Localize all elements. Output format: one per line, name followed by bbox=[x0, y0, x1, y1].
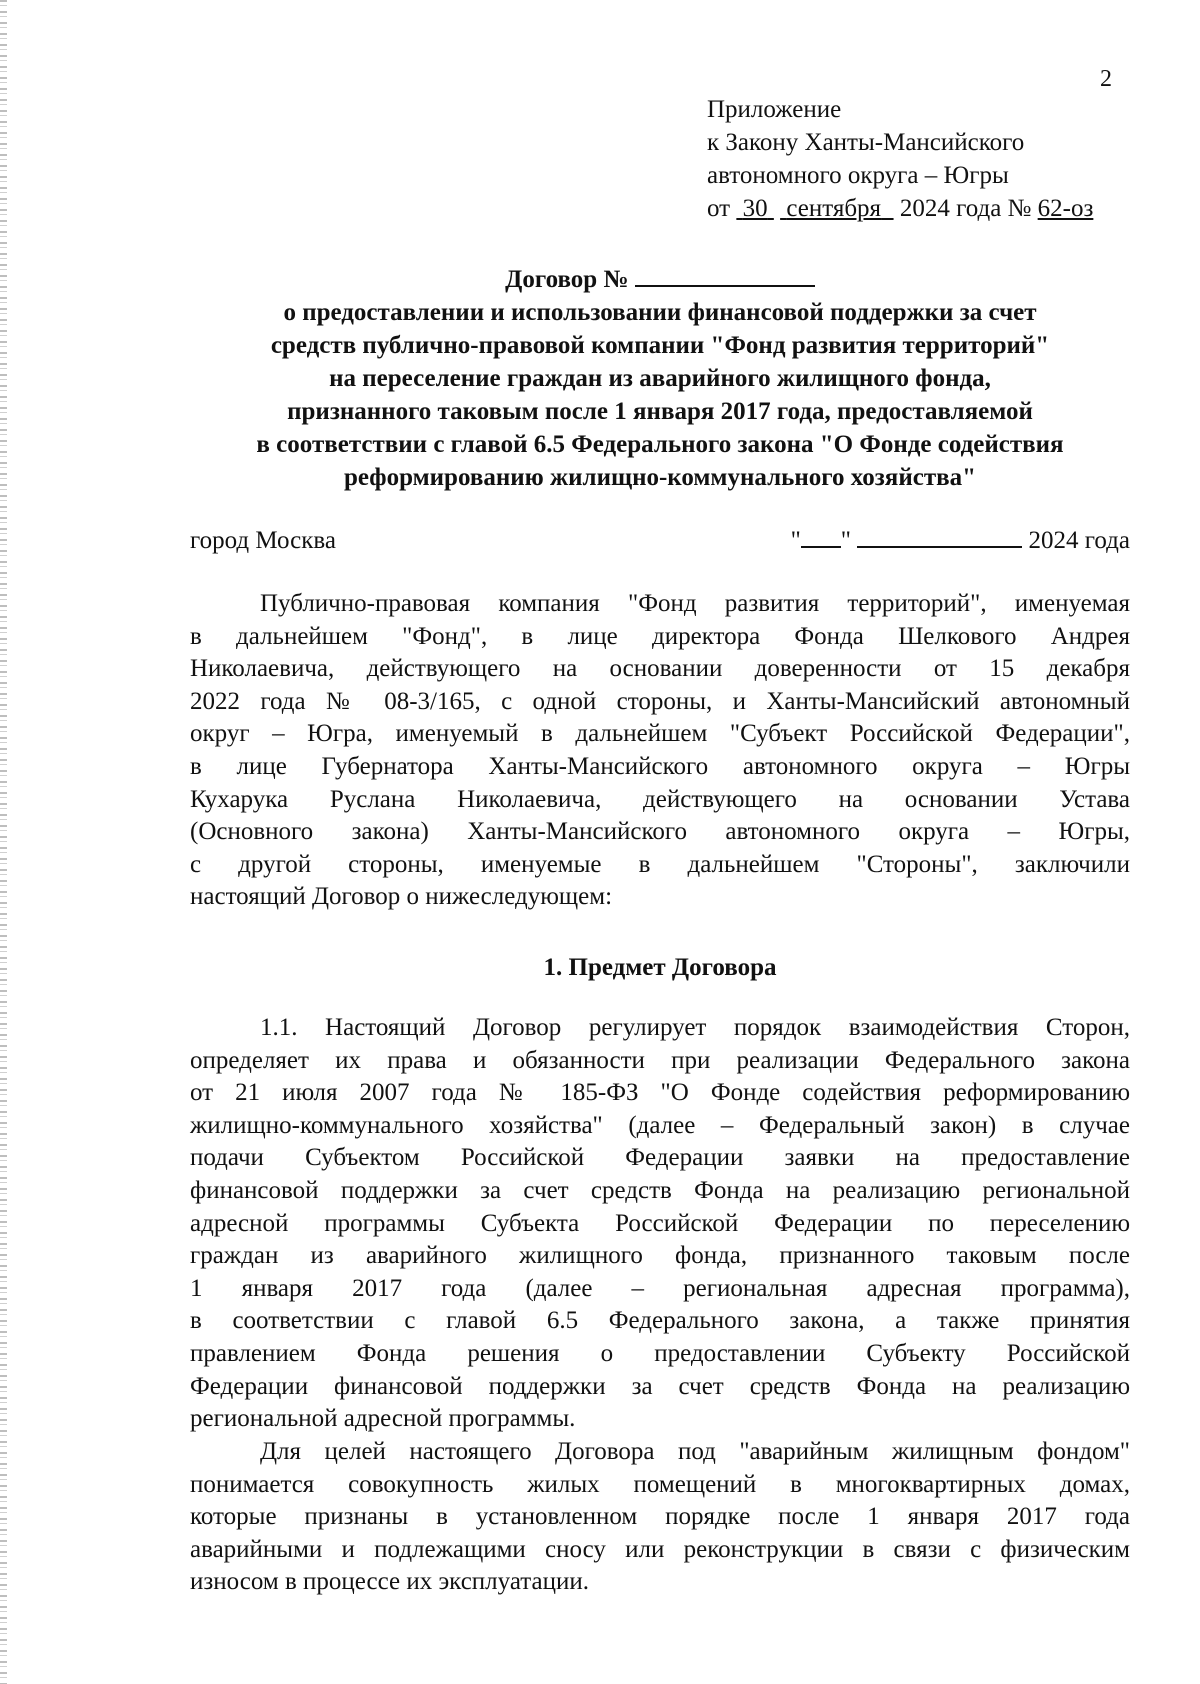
clause-line: в соответствии с главой 6.5 Федерального закона, а также принятия bbox=[190, 1307, 1130, 1335]
appendix-line: Приложение bbox=[707, 96, 842, 123]
appendix-month: сентября bbox=[786, 195, 882, 222]
preamble-line: настоящий Договор о нижеследующем: bbox=[190, 883, 613, 911]
clause-line: финансовой поддержки за счет средств Фонда на реализацию региональной bbox=[190, 1176, 1130, 1204]
quote-open: " bbox=[790, 527, 801, 554]
title-number-line bbox=[190, 263, 1130, 296]
clause-line: граждан из аварийного жилищного фонда, признанного таковым после bbox=[190, 1242, 1130, 1270]
section-heading: 1. Предмет Договора bbox=[543, 954, 777, 981]
clause-1-1-paragraph bbox=[190, 1012, 1130, 1436]
appendix-date-prefix: от bbox=[707, 195, 731, 222]
clause-line: региональной адресной программы. bbox=[190, 1405, 576, 1433]
definition-paragraph bbox=[190, 1436, 1130, 1599]
contract-title bbox=[190, 263, 1130, 494]
definition-line: аварийными и подлежащими сносу или реконструкции в связи с физическим bbox=[190, 1535, 1130, 1563]
definition-line: Для целей настоящего Договора под "аварийным жилищным фондом" bbox=[260, 1438, 1130, 1465]
title-line: в соответствии с главой 6.5 Федерального закона "О Фонде содействия bbox=[256, 431, 1064, 458]
clause-line: Федерации финансовой поддержки за счет средств Фонда на реализацию bbox=[190, 1372, 1130, 1400]
preamble-line: 2022 года № 08-3/165, с одной стороны, и Ханты-Мансийский автономный bbox=[190, 687, 1130, 715]
preamble-line: (Основного закона) Ханты-Мансийского автономного округа – Югры, bbox=[190, 818, 1130, 846]
day-blank bbox=[801, 546, 841, 548]
appendix-year: 2024 года № bbox=[899, 195, 1032, 222]
contract-number-blank bbox=[635, 285, 815, 287]
appendix-block bbox=[707, 93, 1093, 225]
appendix-day: 30 bbox=[742, 195, 768, 222]
clause-line: правлением Фонда решения о предоставлении Субъекту Российской bbox=[190, 1339, 1130, 1367]
clause-line: 1.1. Настоящий Договор регулирует порядок взаимодействия Сторон, bbox=[260, 1014, 1130, 1041]
preamble-line: с другой стороны, именуемые в дальнейшем "Стороны", заключили bbox=[190, 850, 1130, 878]
appendix-law-number: 62-оз bbox=[1037, 195, 1094, 222]
preamble-line: Публично-правовая компания "Фонд развития территорий", именуемая bbox=[260, 590, 1130, 617]
contract-year: 2024 года bbox=[1028, 527, 1130, 554]
place-date-row bbox=[190, 524, 1130, 557]
title-line: на переселение граждан из аварийного жилищного фонда, bbox=[329, 365, 991, 392]
title-line: признанного таковым после 1 января 2017 года, предоставляемой bbox=[287, 398, 1033, 425]
definition-line: которые признаны в установленном порядке после 1 января 2017 года bbox=[190, 1503, 1130, 1531]
definition-line: износом в процессе их эксплуатации. bbox=[190, 1568, 589, 1596]
preamble-line: Николаевича, действующего на основании доверенности от 15 декабря bbox=[190, 655, 1130, 683]
clause-line: определяет их права и обязанности при реализации Федерального закона bbox=[190, 1046, 1130, 1074]
quote-close: " bbox=[840, 527, 852, 554]
clause-line: подачи Субъектом Российской Федерации заявки на предоставление bbox=[190, 1144, 1130, 1172]
scan-edge-artifact bbox=[0, 0, 7, 1684]
clause-line: адресной программы Субъекта Российской Федерации по переселению bbox=[190, 1209, 1130, 1237]
title-prefix: Договор № bbox=[505, 266, 629, 293]
preamble-line: округ – Югра, именуемый в дальнейшем "Субъект Российской Федерации", bbox=[190, 720, 1130, 748]
clause-line: от 21 июля 2007 года № 185-ФЗ "О Фонде содействия реформированию bbox=[190, 1079, 1130, 1107]
contract-date bbox=[791, 524, 1130, 557]
city: город Москва bbox=[190, 527, 336, 554]
appendix-line: автономного округа – Югры bbox=[707, 162, 1009, 189]
title-line: о предоставлении и использовании финансовой поддержки за счет bbox=[283, 299, 1037, 326]
preamble-paragraph bbox=[190, 588, 1130, 914]
clause-line: жилищно-коммунального хозяйства" (далее – Федеральный закон) в случае bbox=[190, 1111, 1130, 1139]
definition-line: понимается совокупность жилых помещений в многоквартирных домах, bbox=[190, 1470, 1130, 1498]
appendix-line: к Закону Ханты-Мансийского bbox=[707, 129, 1025, 156]
preamble-line: Кухарука Руслана Николаевича, действующего на основании Устава bbox=[190, 785, 1130, 813]
clause-line: 1 января 2017 года (далее – региональная адресная программа), bbox=[190, 1274, 1130, 1302]
preamble-line: в лице Губернатора Ханты-Мансийского автономного округа – Югры bbox=[190, 752, 1130, 780]
title-line: средств публично-правовой компании "Фонд развития территорий" bbox=[270, 332, 1050, 359]
page-number: 2 bbox=[1100, 66, 1112, 92]
month-blank bbox=[857, 546, 1022, 548]
title-line: реформированию жилищно-коммунального хозяйства" bbox=[344, 464, 976, 491]
appendix-date-line bbox=[707, 192, 1093, 225]
preamble-line: в дальнейшем "Фонд", в лице директора Фонда Шелкового Андрея bbox=[190, 622, 1130, 650]
